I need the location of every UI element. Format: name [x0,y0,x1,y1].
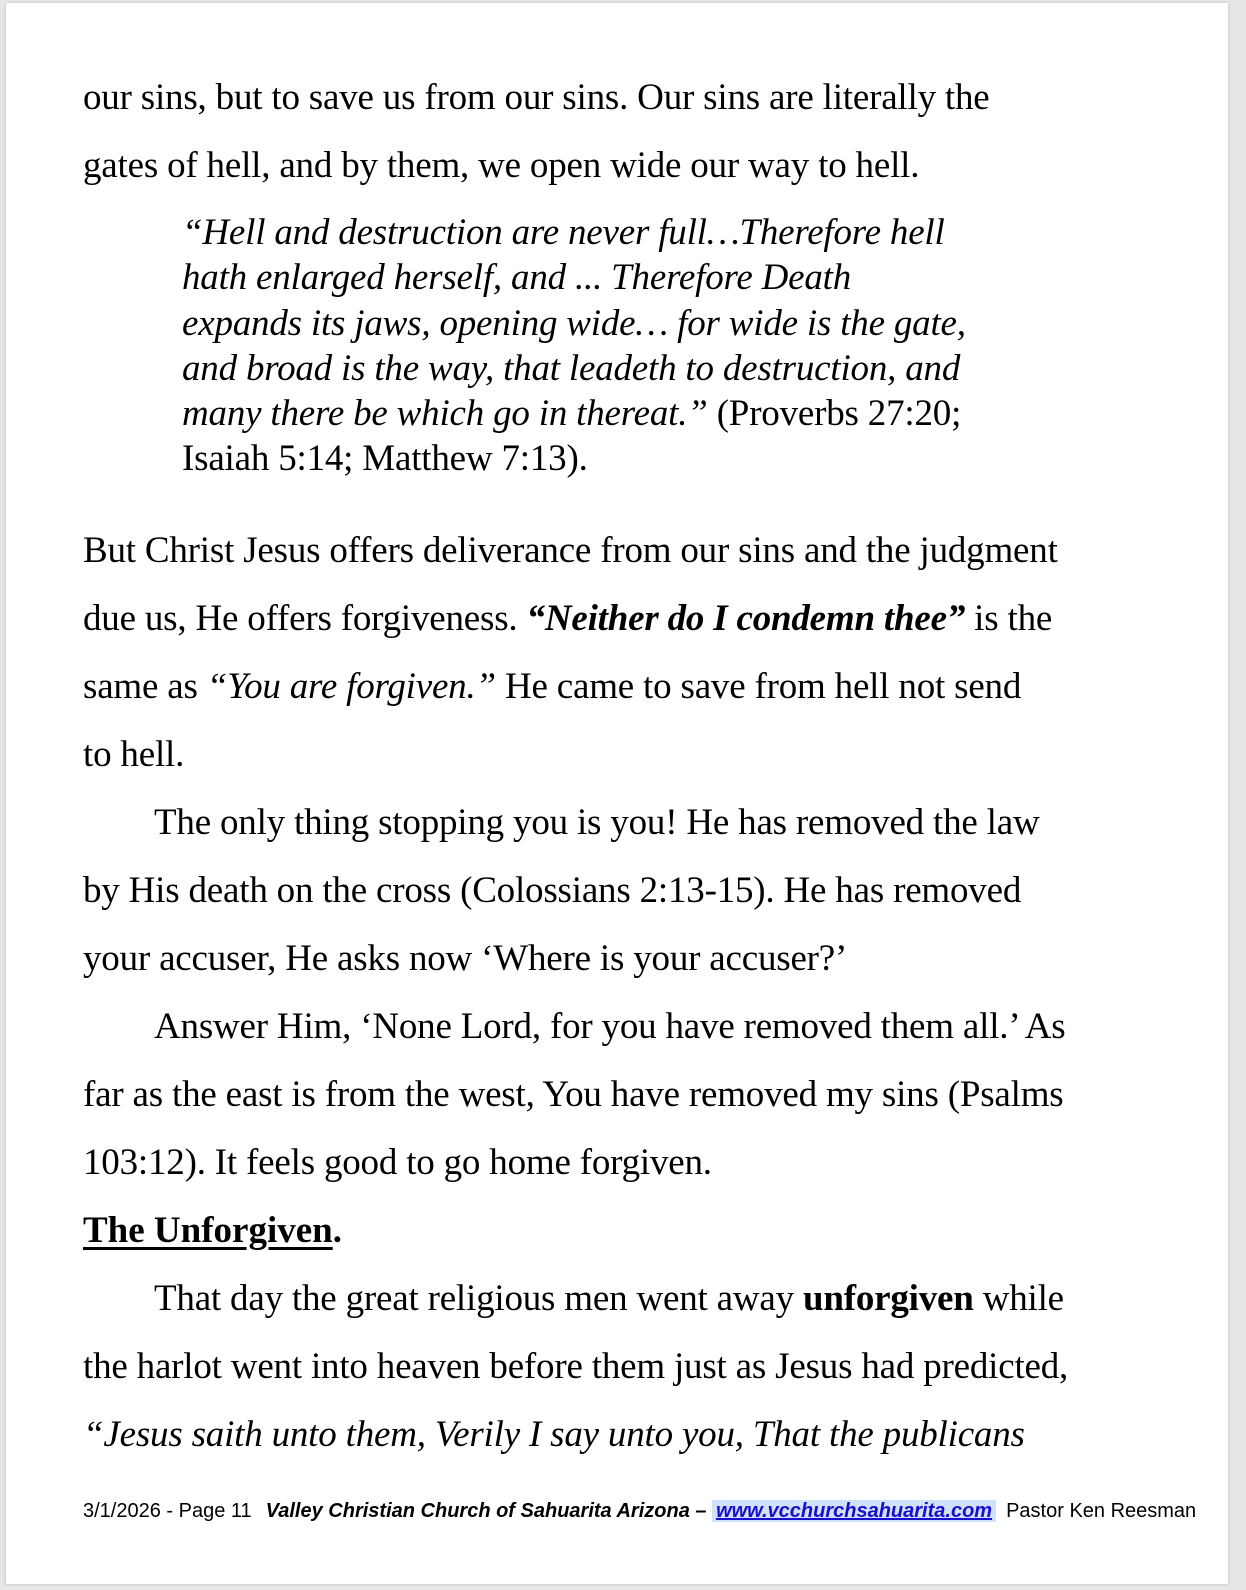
text-span: due us, He offers forgiveness. [83,598,527,639]
quote-line: and broad is the way, that leadeth to destruction, and [182,348,961,389]
heading-period: . [332,1210,342,1251]
body-text-line: far as the east is from the west, You have removed my sins (Psalms [83,1074,1064,1115]
body-text-line: by His death on the cross (Colossians 2:13-15). He has removed [83,870,1022,911]
footer-website-link[interactable]: www.vcchurchsahuarita.com [712,1500,996,1522]
body-text-line: The only thing stopping you is you! He has removed the law [154,802,1040,843]
body-text-line: the harlot went into heaven before them just as Jesus had predicted, [83,1346,1069,1387]
scripture-reference: Isaiah 5:14; Matthew 7:13). [182,438,588,479]
quote-italic-text: many there be which go in thereat.” [182,393,708,434]
text-span: same as [83,666,207,707]
footer-date-page: 3/1/2026 - Page 11 [83,1500,252,1522]
body-text-line: But Christ Jesus offers deliverance from our sins and the judgment [83,530,1058,571]
body-text-line [83,665,1021,709]
body-text-line: our sins, but to save us from our sins. Our sins are literally the [83,77,990,118]
emphasized-quote: “Neither do I condemn thee” [526,598,966,639]
heading-text: The Unforgiven [83,1210,333,1251]
body-text-line: gates of hell, and by them, we open wide our way to hell. [83,145,920,186]
text-span: while [973,1278,1064,1319]
document-page [6,3,1228,1584]
body-text-line: Answer Him, ‘None Lord, for you have removed them all.’ As [154,1006,1066,1047]
scripture-reference: (Proverbs 27:20; [707,393,962,434]
quote-line: “Hell and destruction are never full…Therefore hell [182,212,945,253]
page-footer [83,1498,1196,1524]
text-span: He came to save from hell not send [495,666,1022,707]
quote-line: hath enlarged herself, and ... Therefore Death [182,257,852,298]
italic-quote: “You are forgiven.” [206,666,496,707]
quote-line: expands its jaws, opening wide… for wide is the gate, [182,303,966,344]
bold-word: unforgiven [802,1278,974,1319]
text-span: That day the great religious men went away [154,1278,803,1319]
footer-church-name: Valley Christian Church of Sahuarita Arizona – [265,1500,713,1522]
body-text-line: your accuser, He asks now ‘Where is your accuser?’ [83,938,848,979]
section-heading [83,1209,342,1253]
footer-pastor: Pastor Ken Reesman [1006,1500,1197,1522]
body-text-line: 103:12). It feels good to go home forgiven. [83,1142,712,1183]
body-text-line: “Jesus saith unto them, Verily I say unto you, That the publicans [83,1414,1025,1455]
text-span: is the [965,598,1053,639]
body-text-line [154,1277,1064,1321]
quote-line [182,392,961,436]
body-text-line: to hell. [83,734,185,775]
body-text-line [83,597,1052,641]
